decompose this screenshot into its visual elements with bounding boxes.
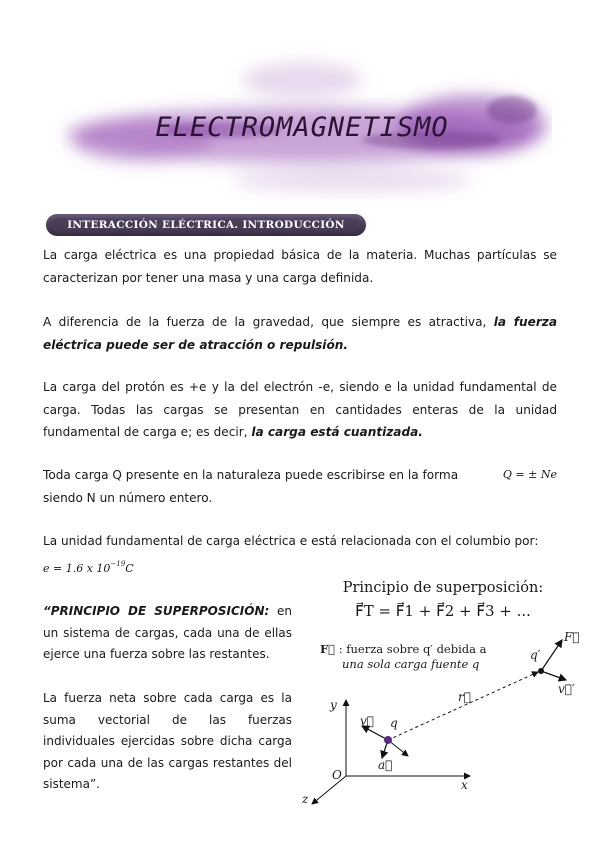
paragraph-2-text: A diferencia de la fuerza de la gravedad, que siempre es atractiva, xyxy=(43,315,494,329)
superposition-paragraph-1 xyxy=(43,601,292,666)
charge-qprime xyxy=(538,668,544,674)
v-vector xyxy=(362,726,388,740)
label-v: v⃗ xyxy=(360,714,374,728)
paragraph-1: La carga eléctrica es una propiedad básica de la materia. Muchas partículas se caracterizan por tener una masa y una carga definida. xyxy=(43,248,557,285)
label-q: q xyxy=(390,716,398,730)
page-title: ELECTROMAGNETISMO xyxy=(155,112,449,143)
superposition-figure xyxy=(298,580,588,820)
superposition-lead-rest: en un sistema de cargas, cada una de ellas ejerce una fuerza sobre las restantes. xyxy=(43,604,292,661)
paragraph-2-emphasis: la fuerza eléctrica puede ser de atracción o repulsión. xyxy=(43,315,557,352)
r-vector xyxy=(388,672,538,740)
paragraph-4-after: siendo N un número entero. xyxy=(43,490,213,505)
label-x: x xyxy=(461,778,468,792)
label-qprime: q′ xyxy=(530,648,541,662)
superposition-lead: “PRINCIPIO DE SUPERPOSICIÓN: xyxy=(43,604,270,618)
label-y: y xyxy=(330,698,337,712)
F-vector xyxy=(541,640,562,671)
label-a: a⃗ xyxy=(378,758,393,772)
vector-diagram xyxy=(298,580,588,820)
figure-note-symbol: F⃗ xyxy=(320,642,336,656)
paragraph-5 xyxy=(43,530,557,580)
figure-equation: F⃗T = F⃗1 + F⃗2 + F⃗3 + ... xyxy=(355,602,531,620)
section-header-label: INTERACCIÓN ELÉCTRICA. INTRODUCCIÓN xyxy=(67,219,345,231)
elementary-charge-exponent: −19 xyxy=(110,559,126,568)
charge-formula: Q = ± Ne xyxy=(502,468,557,481)
paragraph-2 xyxy=(43,311,557,356)
elementary-charge-unit: C xyxy=(125,561,134,575)
figure-note-line-2: una sola carga fuente q xyxy=(342,657,480,671)
figure-note-line-1: : fuerza sobre q′ debida a xyxy=(335,642,487,656)
elementary-charge-formula: e = 1.6 x 10 xyxy=(43,561,111,575)
paragraph-5-text: La unidad fundamental de carga eléctrica e está relacionada con el columbio por: xyxy=(43,534,539,548)
paragraph-3-text: La carga del protón es +e y la del electrón -e, siendo e la unidad fundamental de carga. Todas las cargas se presentan en cantidades enteras de la unidad fundamental de carga e; es decir, xyxy=(43,380,557,439)
section-header xyxy=(46,214,366,236)
title-banner xyxy=(52,40,552,200)
figure-title: Principio de superposición: xyxy=(342,580,544,596)
paragraph-4 xyxy=(43,464,557,509)
superposition-paragraph-2: La fuerza neta sobre cada carga es la suma vectorial de las fuerzas individuales ejercidas sobre dicha carga por cada una de las cargas restantes del sistema”. xyxy=(43,691,292,791)
label-vprime: v⃗′ xyxy=(558,682,575,696)
label-z: z xyxy=(302,792,309,806)
paragraph-4-text: Toda carga Q presente en la naturaleza puede escribirse en la forma xyxy=(43,468,459,482)
vprime-vector xyxy=(541,671,566,680)
label-F: F⃗ xyxy=(564,630,580,644)
charge-q xyxy=(384,736,392,744)
paragraph-3 xyxy=(43,376,557,444)
label-r: r⃗ xyxy=(458,690,471,704)
paragraph-3-emphasis: la carga está cuantizada. xyxy=(251,425,423,439)
label-origin: O xyxy=(332,768,342,782)
